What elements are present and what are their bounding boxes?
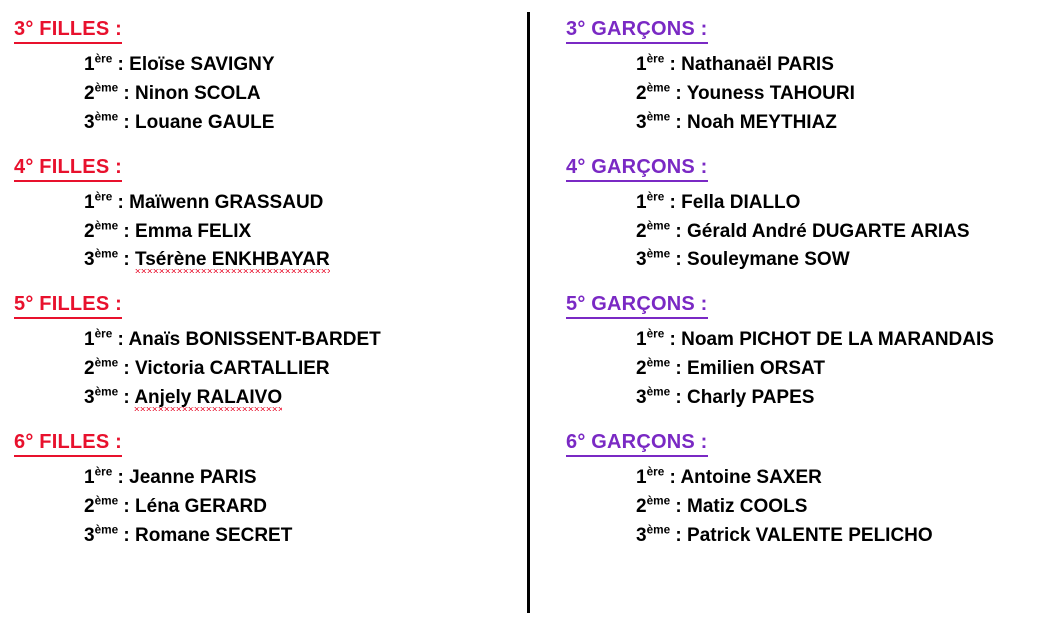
list-item (14, 109, 527, 138)
entry-separator: : (112, 466, 130, 488)
entry-separator: : (118, 82, 136, 104)
entry-separator: : (118, 387, 135, 408)
entry-separator: : (670, 495, 688, 517)
group-4-filles (14, 156, 527, 276)
entry-rank: 1ère (84, 465, 113, 488)
entry-rank-suffix: ème (94, 248, 119, 262)
entry-separator: : (118, 249, 136, 271)
entry-list-6-garcons (566, 464, 1059, 551)
group-5-garcons (566, 293, 1059, 413)
entry-rank: 1ère (84, 52, 113, 75)
entry-name: Eloïse SAVIGNY (129, 54, 275, 75)
entry-separator: : (118, 220, 136, 242)
entry-name: Romane SECRET (135, 524, 293, 546)
entry-name: Maïwenn GRASSAUD (129, 191, 324, 213)
entry-name: Charly PAPES (687, 387, 815, 408)
entry-name: Patrick VALENTE PELICHO (687, 524, 933, 546)
entry-rank-suffix: ère (94, 190, 113, 204)
entry-name: Ninon SCOLA (135, 82, 261, 104)
entry-rank-suffix: ème (646, 356, 671, 370)
group-6-garcons (566, 431, 1059, 551)
list-item (566, 326, 1059, 355)
entry-separator: : (670, 111, 688, 133)
entry-name: Antoine SAXER (680, 466, 822, 488)
entry-rank: 2ème (636, 494, 671, 517)
entry-name: Youness TAHOURI (686, 82, 855, 104)
entry-separator: : (670, 358, 688, 380)
group-title-4-filles: 4° FILLES : (14, 156, 122, 182)
entry-rank-suffix: ème (94, 494, 119, 508)
entry-rank-suffix: ème (646, 385, 671, 399)
entry-list-4-filles (14, 189, 527, 276)
entry-rank-suffix: ème (646, 110, 671, 124)
group-5-filles (14, 293, 527, 413)
entry-name: Anaïs BONISSENT-BARDET (128, 329, 381, 351)
entry-separator: : (112, 191, 130, 213)
entry-rank-suffix: ème (94, 385, 119, 399)
list-item (566, 218, 1059, 247)
entry-separator: : (670, 220, 688, 242)
entry-rank: 3ème (84, 110, 119, 133)
entry-rank: 3ème (636, 523, 671, 546)
entry-rank-suffix: ème (646, 494, 671, 508)
entry-separator: : (118, 358, 136, 380)
entry-name: Noah MEYTHIAZ (687, 111, 837, 133)
list-item (566, 493, 1059, 522)
entry-rank-suffix: ème (94, 219, 119, 233)
group-title-4-garcons: 4° GARÇONS : (566, 156, 708, 182)
entry-rank-suffix: ère (646, 52, 665, 66)
entry-list-5-filles (14, 326, 527, 413)
entry-rank: 1ère (636, 465, 665, 488)
entry-list-5-garcons (566, 326, 1059, 413)
entry-rank-suffix: ère (94, 327, 113, 341)
entry-rank-suffix: ème (94, 523, 119, 537)
entry-separator: : (112, 329, 129, 351)
entry-rank-suffix: ère (646, 465, 665, 479)
entry-rank-suffix: ème (646, 248, 671, 262)
list-item (14, 355, 527, 384)
list-item (566, 51, 1059, 80)
entry-separator: : (664, 329, 682, 351)
list-item (566, 384, 1059, 413)
entry-list-3-filles (14, 51, 527, 138)
group-4-garcons (566, 156, 1059, 276)
entry-rank-suffix: ème (646, 81, 671, 95)
entry-rank-suffix: ème (94, 110, 119, 124)
entry-separator: : (664, 191, 682, 213)
group-title-5-filles: 5° FILLES : (14, 293, 122, 319)
entry-rank: 3ème (84, 523, 119, 546)
entry-name: Souleymane SOW (687, 249, 850, 271)
entry-rank: 2ème (84, 356, 119, 380)
list-item (566, 80, 1059, 109)
group-title-5-garcons: 5° GARÇONS : (566, 293, 708, 319)
list-item (566, 189, 1059, 218)
list-item (14, 522, 527, 551)
entry-separator: : (670, 524, 688, 546)
group-title-6-garcons: 6° GARÇONS : (566, 431, 708, 457)
list-item (14, 493, 527, 522)
entry-list-3-garcons (566, 51, 1059, 138)
entry-rank-suffix: ère (94, 465, 113, 479)
entry-separator: : (118, 524, 136, 546)
entry-rank: 1ère (636, 52, 665, 75)
group-6-filles (14, 431, 527, 551)
entry-separator: : (670, 82, 687, 104)
list-item (566, 246, 1059, 275)
entry-rank: 2ème (636, 356, 671, 380)
entry-name: Tsérène ENKHBAYAR (135, 249, 330, 273)
column-garcons (530, 10, 1059, 619)
entry-rank-suffix: ère (94, 52, 113, 66)
list-item (14, 246, 527, 275)
entry-rank: 3ème (636, 248, 671, 271)
list-item (14, 384, 527, 413)
entry-rank: 1ère (636, 190, 665, 213)
entry-rank-suffix: ème (94, 81, 119, 95)
entry-name: Anjely RALAIVO (134, 387, 282, 411)
group-title-6-filles: 6° FILLES : (14, 431, 122, 457)
entry-rank: 1ère (84, 190, 113, 213)
entry-name: Gérald André DUGARTE ARIAS (687, 220, 970, 242)
list-item (14, 326, 527, 355)
list-item (566, 109, 1059, 138)
results-columns (0, 10, 1059, 619)
list-item (566, 355, 1059, 384)
entry-rank-suffix: ère (646, 327, 665, 341)
entry-rank: 2ème (84, 81, 119, 104)
entry-separator: : (664, 466, 681, 488)
entry-rank: 3ème (84, 248, 119, 271)
list-item (14, 464, 527, 493)
entry-list-6-filles (14, 464, 527, 551)
entry-rank: 1ère (84, 327, 113, 351)
entry-rank: 2ème (84, 494, 119, 517)
entry-rank: 3ème (636, 385, 671, 408)
entry-rank-suffix: ème (646, 219, 671, 233)
entry-separator: : (118, 495, 136, 517)
entry-name: Emilien ORSAT (687, 358, 825, 380)
entry-name: Nathanaël PARIS (681, 54, 834, 75)
entry-rank-suffix: ème (94, 356, 119, 370)
entry-name: Noam PICHOT DE LA MARANDAIS (681, 329, 994, 351)
group-title-3-filles: 3° FILLES : (14, 18, 122, 44)
group-3-filles (14, 18, 527, 138)
entry-name: Léna GERARD (135, 495, 267, 517)
entry-rank: 3ème (84, 385, 119, 408)
entry-rank: 3ème (636, 110, 671, 133)
entry-separator: : (112, 54, 130, 75)
entry-name: Louane GAULE (135, 111, 275, 133)
list-item (566, 464, 1059, 493)
entry-rank: 1ère (636, 327, 665, 351)
entry-separator: : (664, 54, 682, 75)
entry-name: Jeanne PARIS (129, 466, 257, 488)
column-filles (0, 10, 527, 619)
entry-rank-suffix: ème (646, 523, 671, 537)
list-item (14, 80, 527, 109)
list-item (14, 189, 527, 218)
entry-name: Victoria CARTALLIER (135, 358, 330, 380)
entry-rank: 2ème (636, 81, 671, 104)
entry-name: Fella DIALLO (681, 191, 801, 213)
entry-rank-suffix: ère (646, 190, 665, 204)
entry-separator: : (670, 249, 688, 271)
entry-separator: : (670, 387, 688, 408)
list-item (14, 51, 527, 80)
list-item (14, 218, 527, 247)
entry-name: Emma FELIX (135, 220, 252, 242)
entry-name: Matiz COOLS (687, 495, 808, 517)
entry-separator: : (118, 111, 136, 133)
group-title-3-garcons: 3° GARÇONS : (566, 18, 708, 44)
list-item (566, 522, 1059, 551)
entry-list-4-garcons (566, 189, 1059, 276)
entry-rank: 2ème (636, 219, 671, 242)
entry-rank: 2ème (84, 219, 119, 242)
group-3-garcons (566, 18, 1059, 138)
